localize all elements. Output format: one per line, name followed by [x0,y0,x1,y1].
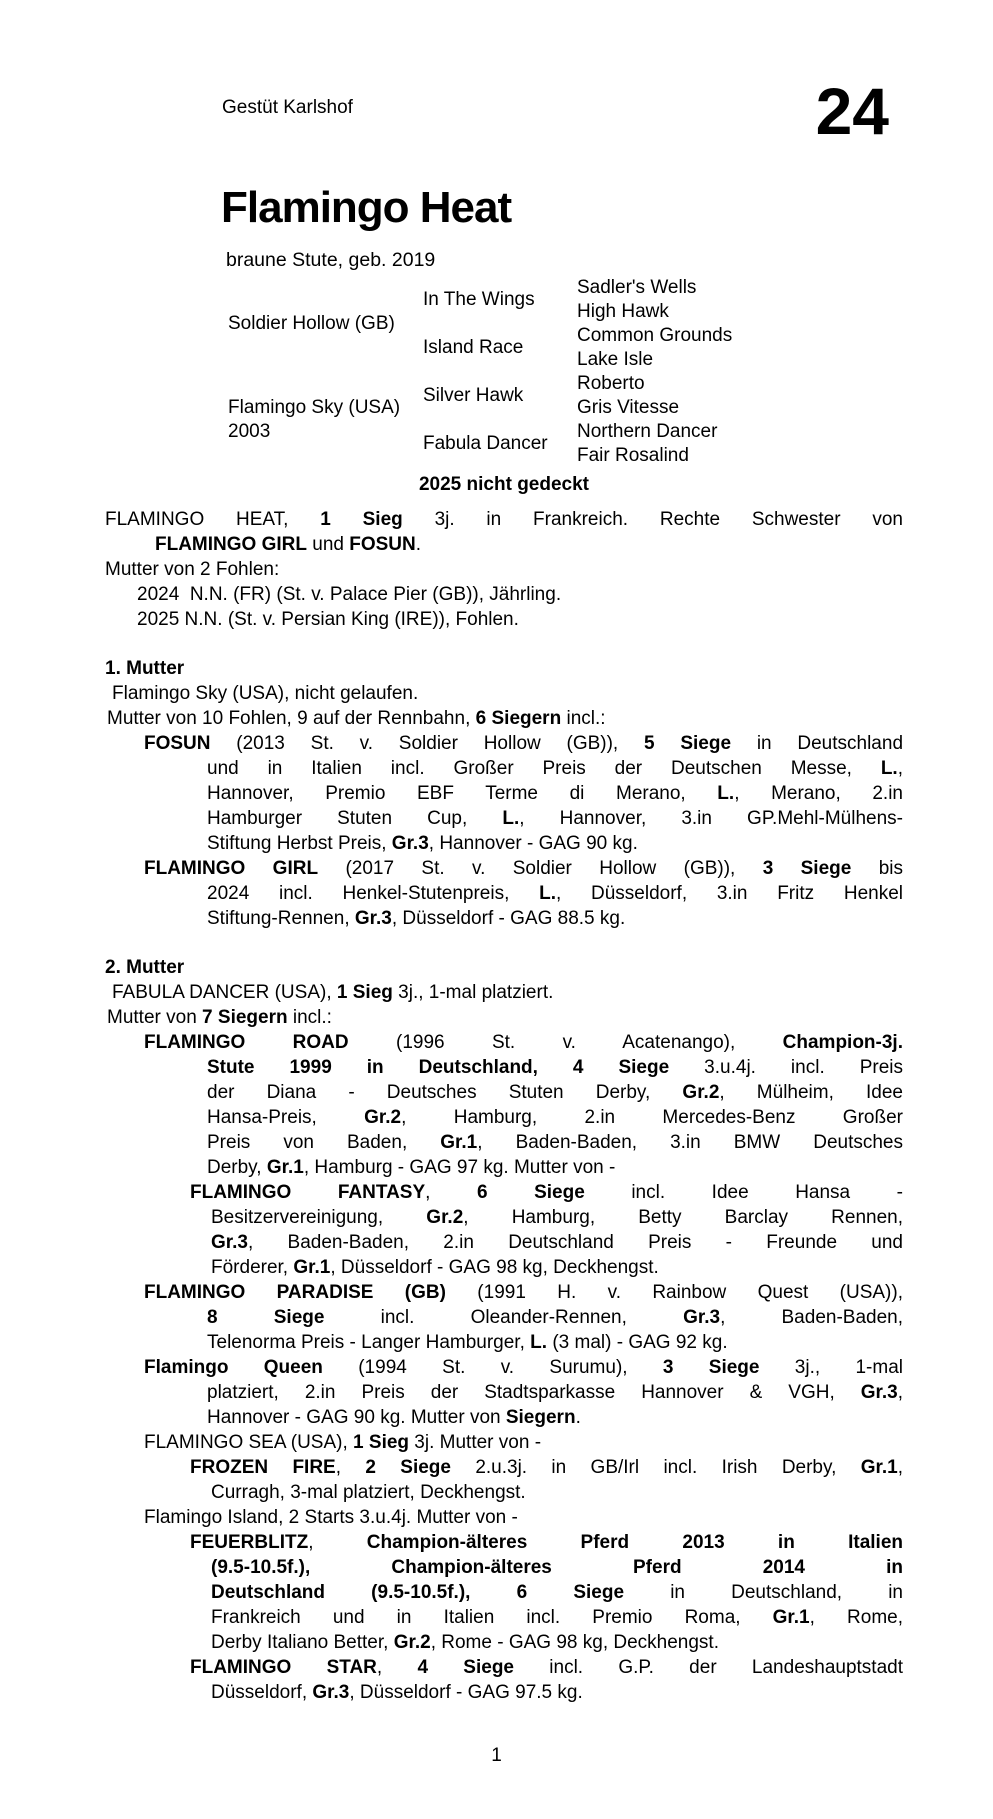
text-segment: (1991 H. v. Rainbow Quest (USA)), [445,1282,903,1303]
bold-text-segment: Gr.3 [391,833,429,854]
body-line [211,1205,903,1230]
pedigree-table [228,276,917,468]
bold-text-segment: Gr.1 [266,1157,304,1178]
text-segment: Stiftung Herbst Preis, [207,833,392,854]
bold-text-segment: L. [502,808,520,829]
text-segment: , Düsseldorf - GAG 97.5 kg. [349,1682,583,1703]
text-segment: , Mülheim, Idee [719,1082,903,1103]
text-segment: incl. Oleander-Rennen, [324,1307,684,1328]
bold-text-segment: 2. Mutter [105,957,185,978]
body-line [207,781,903,806]
text-segment: FLAMINGO HEAT, [105,509,321,530]
text-segment: in Deutschland [731,733,904,754]
pedigree-grandparent-4: Fabula Dancer [423,433,548,454]
body-line [207,1155,903,1180]
body-line [112,980,903,1005]
text-segment: Telenorma Preis - Langer Hamburger, [207,1332,531,1353]
page-number: 1 [491,1745,502,1766]
breeder-name: Gestüt Karlshof [222,97,353,118]
text-segment: in Deutschland, in [624,1582,903,1603]
body-line [144,1030,903,1055]
bold-text-segment: Gr.1 [772,1607,810,1628]
text-segment: (1994 St. v. Surumu), [322,1357,663,1378]
text-segment: , [897,1457,903,1478]
bold-text-segment: 3 Siege [662,1357,760,1378]
text-segment: 3j. in Frankreich. Rechte Schwester von [402,509,903,530]
bold-text-segment: FLAMINGO STAR [190,1657,377,1678]
text-segment: Besitzervereinigung, [211,1207,427,1228]
text-segment: Derby Italiano Better, [211,1632,394,1653]
text-segment: bis [851,858,903,879]
bold-text-segment: Gr.2 [426,1207,464,1228]
bold-text-segment: 1 Sieg [353,1432,410,1453]
body-line [207,1080,903,1105]
pedigree-great-grandparent-6: Gris Vitesse [577,397,680,418]
bold-text-segment: Flamingo Queen [144,1357,323,1378]
text-segment: incl. G.P. der Landeshauptstadt [514,1657,903,1678]
text-segment: Mutter von [107,1007,203,1028]
text-segment: , Baden-Baden, [720,1307,904,1328]
bold-text-segment: FEUERBLITZ [190,1532,309,1553]
body-line [207,1305,903,1330]
text-segment: , Hamburg - GAG 97 kg. Mutter von - [303,1157,616,1178]
text-segment: , Hamburg, Betty Barclay Rennen, [463,1207,903,1228]
pedigree-great-grandparent-3: Common Grounds [577,325,733,346]
body-line [190,1180,903,1205]
text-segment: Hansa-Preis, [207,1107,365,1128]
bold-text-segment: FLAMINGO ROAD [144,1032,349,1053]
bold-text-segment: 1 Sieg [320,509,403,530]
bold-text-segment: 8 Siege [207,1307,325,1328]
bold-text-segment: Champion-älteres Pferd 2013 in Italien [366,1532,903,1553]
text-segment: FABULA DANCER (USA), [112,982,337,1003]
bold-text-segment: 2 Siege [365,1457,451,1478]
bold-text-segment: L. [539,883,556,904]
bold-text-segment: FOSUN [349,534,416,555]
body-line [105,557,903,582]
body-line [105,656,903,681]
bold-text-segment: FLAMINGO GIRL [144,858,319,879]
pedigree-great-grandparent-8: Fair Rosalind [577,445,689,466]
body-line [207,906,903,931]
bold-text-segment: FLAMINGO PARADISE (GB) [144,1282,446,1303]
body-line [207,831,903,856]
body-line [107,706,903,731]
text-segment: . [415,534,422,555]
text-segment: 3j. Mutter von - [409,1432,542,1453]
bold-text-segment: 6 Siege [476,1182,585,1203]
text-segment: (1996 St. v. Acatenango), [348,1032,783,1053]
text-segment: , Hannover - GAG 90 kg. [428,833,638,854]
body-line [207,1380,903,1405]
horse-description: braune Stute, geb. 2019 [226,249,436,271]
body-line [207,1330,903,1355]
text-segment: , Hannover, 3.in GP.Mehl-Mülhens- [519,808,903,829]
pedigree-dam-year: 2003 [228,421,271,442]
text-segment: 2024 N.N. (FR) (St. v. Palace Pier (GB)), Jährling. [137,584,562,605]
pedigree-text-body [105,472,903,1705]
pedigree-great-grandparent-7: Northern Dancer [577,421,718,442]
text-segment: , Düsseldorf - GAG 88.5 kg. [391,908,626,929]
text-segment: , Merano, 2.in [734,783,904,804]
bold-text-segment: 4 Siege [417,1657,515,1678]
text-segment: Stiftung-Rennen, [207,908,355,929]
body-line [211,1230,903,1255]
pedigree-great-grandparent-1: Sadler's Wells [577,277,697,298]
body-line [207,881,903,906]
bold-text-segment: Gr.3 [354,908,392,929]
body-line [112,681,903,706]
bold-text-segment: 7 Siegern [202,1007,288,1028]
body-line [144,1430,903,1455]
text-segment: und [306,534,350,555]
body-line [144,731,903,756]
body-line [144,1280,903,1305]
body-line [190,1455,903,1480]
bold-text-segment: Gr.2 [364,1107,402,1128]
horse-name: Flamingo Heat [221,183,512,232]
pedigree-sire-name: Soldier Hollow (GB) [228,313,395,334]
text-segment: 3j., 1-mal platziert. [392,982,554,1003]
pedigree-dam [228,372,423,468]
text-segment: Curragh, 3-mal platziert, Deckhengst. [211,1482,526,1503]
text-segment: , [897,1382,903,1403]
text-segment: , Düsseldorf - GAG 98 kg, Deckhengst. [330,1257,659,1278]
text-segment: , [376,1657,418,1678]
text-segment: Mutter von 2 Fohlen: [105,559,280,580]
bold-text-segment: Gr.1 [293,1257,331,1278]
text-segment: , Rome - GAG 98 kg, Deckhengst. [430,1632,719,1653]
body-line [207,1105,903,1130]
text-segment: der Diana - Deutsches Stuten Derby, [207,1082,683,1103]
text-segment: , [335,1457,366,1478]
body-line [211,1605,903,1630]
bold-text-segment: Stute 1999 in Deutschland, 4 Siege [207,1057,670,1078]
pedigree-great-grandparent-5: Roberto [577,373,645,394]
body-line [105,472,903,497]
body-line [144,856,903,881]
body-line [211,1580,903,1605]
body-line [211,1555,903,1580]
bold-text-segment: 5 Siege [644,733,732,754]
text-segment: Frankreich und in Italien incl. Premio Roma, [211,1607,773,1628]
pedigree-grandparent-3: Silver Hawk [423,385,524,406]
body-line [207,1405,903,1430]
body-line [190,1530,903,1555]
body-line [137,607,903,632]
bold-text-segment: L. [530,1332,548,1353]
body-line [207,1055,903,1080]
text-segment: 3j., 1-mal [759,1357,903,1378]
text-segment: , Baden-Baden, 2.in Deutschland Preis - Freunde und [247,1232,903,1253]
text-segment: incl.: [561,708,606,729]
bold-text-segment: FLAMINGO FANTASY [190,1182,426,1203]
bold-text-segment: Gr.3 [312,1682,350,1703]
bold-text-segment: Gr.3 [860,1382,898,1403]
body-line [144,1505,903,1530]
body-line [207,806,903,831]
bold-text-segment: FROZEN FIRE [190,1457,336,1478]
text-segment: Flamingo Sky (USA), nicht gelaufen. [112,683,419,704]
text-segment: 2024 incl. Henkel-Stutenpreis, [207,883,540,904]
pedigree-great-grandparent-2: High Hawk [577,301,669,322]
bold-text-segment: 2025 nicht gedeckt [418,474,590,495]
body-line [107,1005,903,1030]
text-segment: Flamingo Island, 2 Starts 3.u.4j. Mutter von - [144,1507,518,1528]
bold-text-segment: FLAMINGO GIRL [155,534,307,555]
text-segment: 3.u.4j. incl. Preis [669,1057,904,1078]
bold-text-segment: Gr.2 [393,1632,431,1653]
body-line [105,507,903,532]
bold-text-segment: Gr.2 [682,1082,720,1103]
bold-text-segment: 3 Siege [762,858,852,879]
bold-text-segment: Gr.1 [860,1457,898,1478]
bold-text-segment: L. [717,783,735,804]
bold-text-segment: Champion-3j. [782,1032,903,1053]
text-segment: und in Italien incl. Großer Preis der Deutschen Messe, [207,758,881,779]
text-segment: , Baden-Baden, 3.in BMW Deutsches [477,1132,904,1153]
bold-text-segment: Gr.1 [440,1132,478,1153]
text-segment: Mutter von 10 Fohlen, 9 auf der Rennbahn, [107,708,476,729]
pedigree-great-grandparent-4: Lake Isle [577,349,654,370]
text-segment: incl. Idee Hansa - [584,1182,903,1203]
text-segment: Hannover, Premio EBF Terme di Merano, [207,783,718,804]
body-line [211,1255,903,1280]
text-segment: 2025 N.N. (St. v. Persian King (IRE)), Fohlen. [137,609,519,630]
body-line [207,756,903,781]
body-line [105,955,903,980]
text-segment: , Düsseldorf, 3.in Fritz Henkel [556,883,903,904]
bold-text-segment: FOSUN [144,733,211,754]
text-segment: Förderer, [211,1257,294,1278]
body-line [211,1480,903,1505]
text-segment: , Hamburg, 2.in Mercedes-Benz Großer [401,1107,903,1128]
body-line [207,1130,903,1155]
text-segment: , Rome, [809,1607,903,1628]
text-segment: incl.: [287,1007,332,1028]
bold-text-segment: Gr.3 [211,1232,248,1253]
lot-number: 24 [815,74,889,148]
bold-text-segment: L. [880,758,898,779]
text-segment: (2017 St. v. Soldier Hollow (GB)), [318,858,763,879]
text-segment: (3 mal) - GAG 92 kg. [547,1332,728,1353]
body-line [211,1680,903,1705]
text-segment: Hamburger Stuten Cup, [207,808,503,829]
body-line [137,582,903,607]
text-segment: FLAMINGO SEA (USA), [144,1432,354,1453]
body-line [155,532,903,557]
text-segment: , [308,1532,367,1553]
body-line [211,1630,903,1655]
body-line [144,1355,903,1380]
pedigree-dam-name: Flamingo Sky (USA) [228,397,401,418]
text-segment: . [575,1407,581,1428]
bold-text-segment: 1. Mutter [105,658,185,679]
text-segment: (2013 St. v. Soldier Hollow (GB)), [210,733,644,754]
bold-text-segment: 6 Siegern [475,708,562,729]
text-segment: Derby, [207,1157,267,1178]
bold-text-segment: (9.5-10.5f.), Champion-älteres Pferd 2014 in [211,1557,903,1578]
pedigree-grandparent-2: Island Race [423,337,524,358]
bold-text-segment: Deutschland (9.5-10.5f.), 6 Siege [211,1582,625,1603]
text-segment: platziert, 2.in Preis der Stadtsparkasse Hannover & VGH, [207,1382,861,1403]
text-segment: Düsseldorf, [211,1682,313,1703]
text-segment: , [425,1182,477,1203]
bold-text-segment: 1 Sieg [336,982,393,1003]
pedigree-grandparent-1: In The Wings [423,289,535,310]
text-segment: , [897,758,903,779]
text-segment: 2.u.3j. in GB/Irl incl. Irish Derby, [450,1457,861,1478]
text-segment: Hannover - GAG 90 kg. Mutter von [207,1407,506,1428]
bold-text-segment: Gr.3 [683,1307,721,1328]
body-line [190,1655,903,1680]
bold-text-segment: Siegern [505,1407,576,1428]
text-segment: Preis von Baden, [207,1132,441,1153]
